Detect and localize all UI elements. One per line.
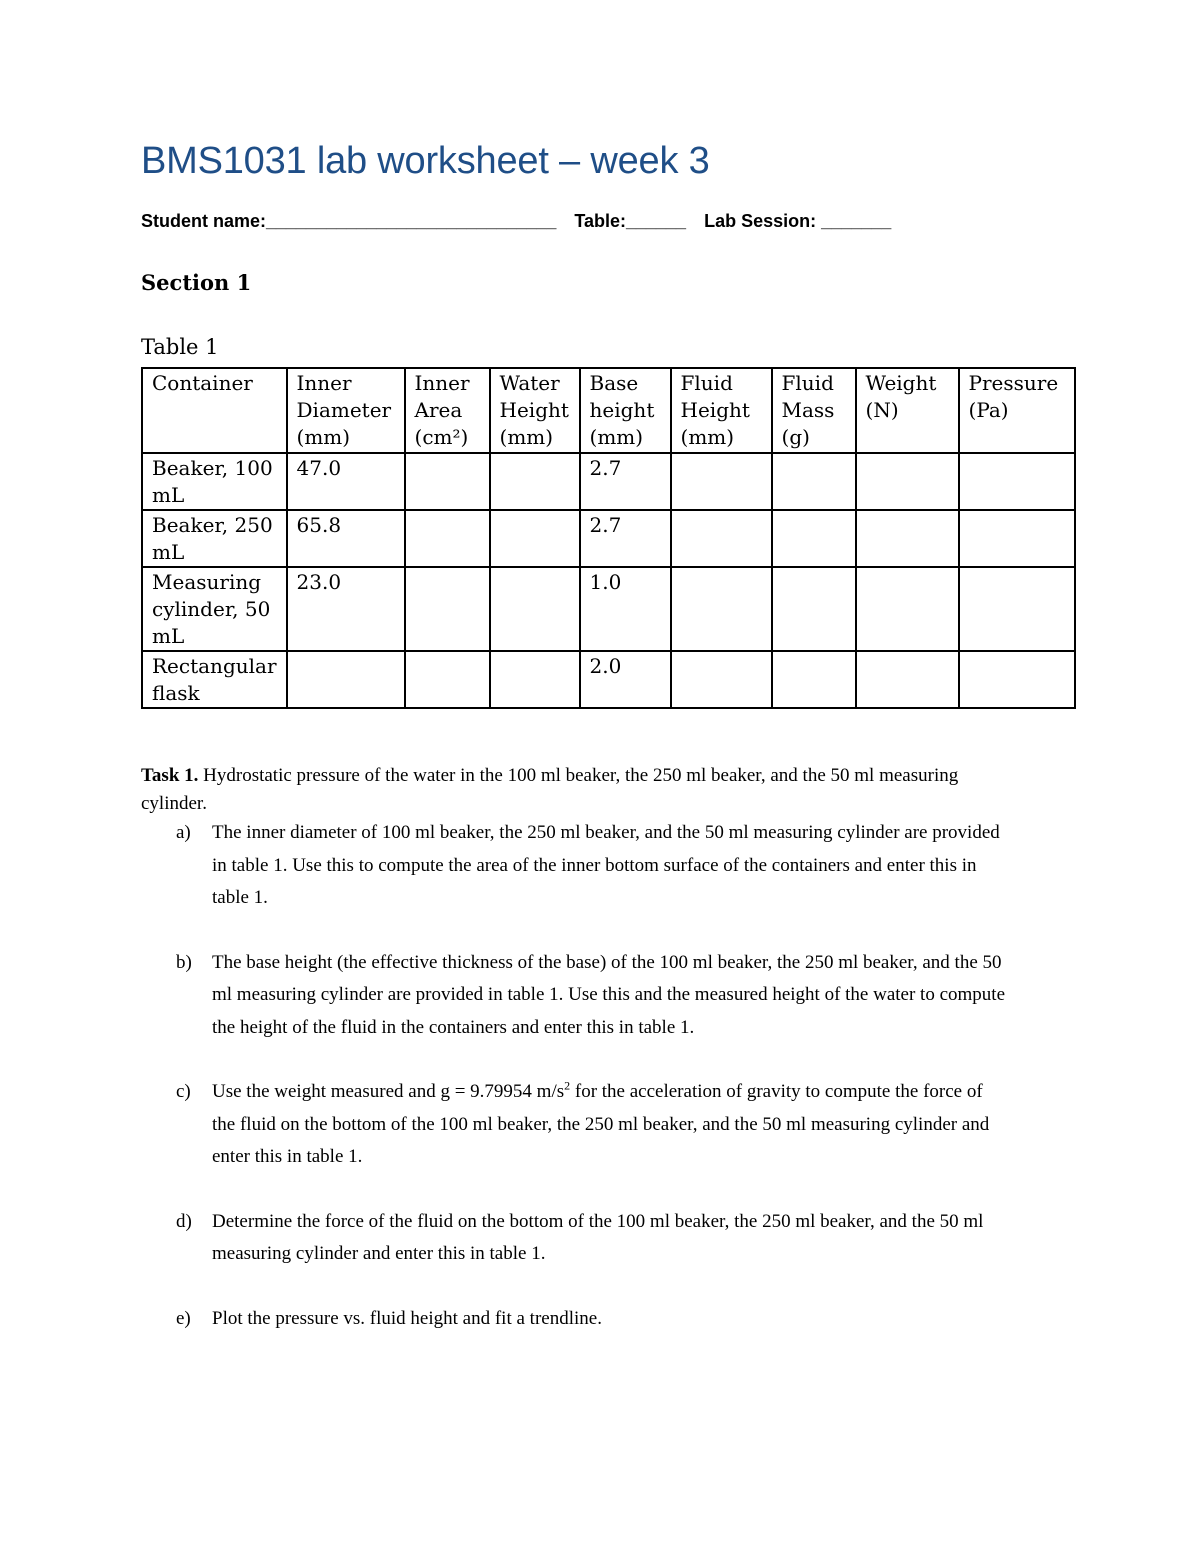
lab-session-blank[interactable]: _______: [821, 211, 892, 231]
column-header: Water Height (mm): [490, 368, 580, 453]
table-cell[interactable]: [490, 510, 580, 567]
lab-session-label: Lab Session:: [704, 211, 817, 231]
table-cell[interactable]: [490, 651, 580, 708]
table-row: [142, 510, 1075, 567]
list-item: [176, 947, 1006, 1045]
table-cell: 1.0: [580, 567, 671, 651]
table-cell[interactable]: [405, 453, 490, 510]
table-cell: 2.0: [580, 651, 671, 708]
table-caption: Table 1: [141, 335, 219, 359]
list-item: [176, 1076, 1006, 1174]
table-row: [142, 453, 1075, 510]
item-text-part: Use the weight measured and g = 9.79954 m/s: [212, 1081, 565, 1102]
table-cell: 2.7: [580, 510, 671, 567]
table-cell: Measuring cylinder, 50 mL: [142, 567, 287, 651]
item-text: [212, 1076, 1006, 1174]
table-row: [142, 651, 1075, 708]
table-cell[interactable]: [959, 567, 1075, 651]
student-name-label: Student name:: [141, 211, 267, 231]
item-label: a): [176, 822, 191, 843]
item-text-part: for the acceleration of gravity to compute the force of the fluid on the bottom of the 100 ml beaker, the 250 ml beaker, and the 50 ml measuring cylinder and enter this in table 1.: [212, 1081, 990, 1167]
section-heading: Section 1: [141, 270, 252, 295]
table-cell: 23.0: [287, 567, 405, 651]
page-title: BMS1031 lab worksheet – week 3: [141, 140, 710, 182]
table-cell[interactable]: [856, 453, 959, 510]
table-header-row: [142, 368, 1075, 453]
table-cell[interactable]: [671, 510, 772, 567]
table-blank[interactable]: ______: [626, 211, 687, 231]
table-cell: 65.8: [287, 510, 405, 567]
column-header: Fluid Mass (g): [772, 368, 856, 453]
superscript: 2: [564, 1078, 571, 1093]
table-cell[interactable]: [671, 567, 772, 651]
table-cell[interactable]: [405, 567, 490, 651]
student-info-line: [141, 211, 1061, 232]
column-header: Base height (mm): [580, 368, 671, 453]
task-text: Hydrostatic pressure of the water in the 100 ml beaker, the 250 ml beaker, and the 50 ml measuring cylinder.: [141, 765, 959, 814]
item-label: d): [176, 1210, 192, 1232]
column-header: Container: [142, 368, 287, 453]
table-cell[interactable]: [405, 651, 490, 708]
item-label: b): [176, 951, 192, 973]
table-cell[interactable]: [490, 453, 580, 510]
item-text: The inner diameter of 100 ml beaker, the 250 ml beaker, and the 50 ml measuring cylinder are provided in table 1. Use this to compute the area of the inner bottom surface of the containers and enter this in table 1.: [212, 822, 1000, 908]
table-cell[interactable]: [856, 567, 959, 651]
list-item: [176, 1206, 1006, 1271]
table-cell[interactable]: [671, 453, 772, 510]
item-label: c): [176, 1081, 191, 1102]
student-name-blank[interactable]: _____________________________: [266, 211, 557, 231]
table-cell[interactable]: [772, 510, 856, 567]
table-cell: Rectangular flask: [142, 651, 287, 708]
table-cell: 2.7: [580, 453, 671, 510]
table-cell: 47.0: [287, 453, 405, 510]
item-label: e): [176, 1307, 191, 1329]
column-header: Inner Diameter (mm): [287, 368, 405, 453]
table-cell[interactable]: [959, 651, 1075, 708]
table-cell[interactable]: [772, 651, 856, 708]
item-text: Determine the force of the fluid on the bottom of the 100 ml beaker, the 250 ml beaker, and the 50 ml measuring cylinder and enter this in table 1.: [212, 1210, 984, 1264]
list-item: [176, 1303, 1006, 1336]
table-cell[interactable]: [405, 510, 490, 567]
list-item: [176, 817, 1006, 915]
task-intro: [141, 762, 1001, 818]
table-label: Table:: [574, 211, 626, 231]
table-cell: Beaker, 100 mL: [142, 453, 287, 510]
table-cell[interactable]: [671, 651, 772, 708]
table-cell[interactable]: [772, 567, 856, 651]
task-items: [176, 817, 1006, 1367]
table-row: [142, 567, 1075, 651]
table-cell[interactable]: [856, 651, 959, 708]
column-header: Fluid Height (mm): [671, 368, 772, 453]
table-cell: Beaker, 250 mL: [142, 510, 287, 567]
task-label: Task 1.: [141, 765, 199, 786]
table-cell[interactable]: [959, 453, 1075, 510]
table-cell[interactable]: [856, 510, 959, 567]
measurement-table: [141, 367, 1076, 709]
table-cell[interactable]: [490, 567, 580, 651]
item-text: The base height (the effective thickness of the base) of the 100 ml beaker, the 250 ml beaker, and the 50 ml measuring cylinder are provided in table 1. Use this and the measured height of the water to compute the height of the fluid in the containers and enter this in table 1.: [212, 951, 1006, 1038]
table-cell[interactable]: [772, 453, 856, 510]
table-cell[interactable]: [959, 510, 1075, 567]
table-cell[interactable]: [287, 651, 405, 708]
column-header: Weight (N): [856, 368, 959, 453]
column-header: Inner Area (cm²): [405, 368, 490, 453]
column-header: Pressure (Pa): [959, 368, 1075, 453]
item-text: Plot the pressure vs. fluid height and fit a trendline.: [212, 1307, 602, 1329]
